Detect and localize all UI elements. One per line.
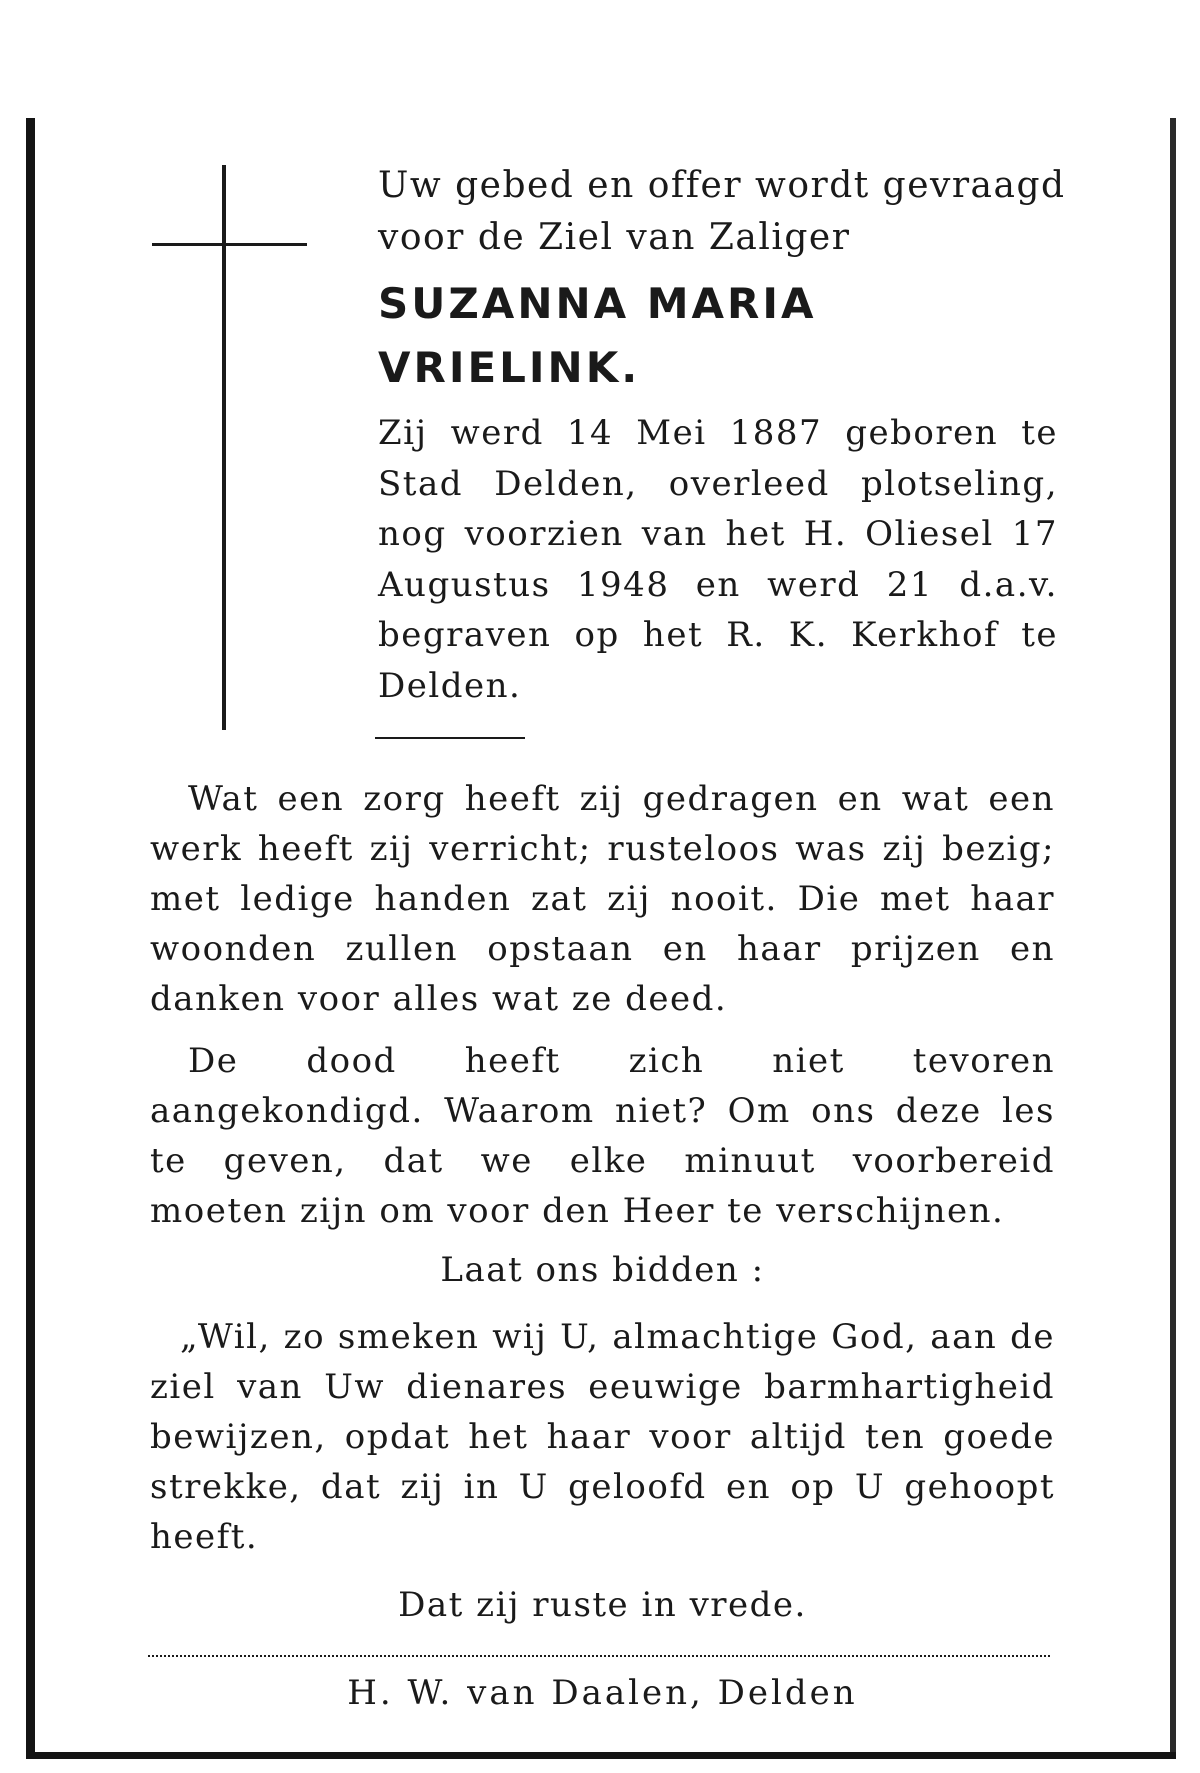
prayer-heading: Laat ons bidden : <box>440 1250 765 1290</box>
cross-vertical-bar <box>222 165 226 730</box>
footer-divider <box>148 1655 1050 1657</box>
closing-line: Dat zij ruste in vrede. <box>398 1585 807 1625</box>
deceased-name <box>378 272 1078 400</box>
printer-credit: H. W. van Daalen, Delden <box>347 1673 858 1713</box>
prayer-text: „Wil, zo smeken wij U, almachtige God, aan de ziel van Uw dienares eeuwige barmhartigheid bewijzen, opdat het haar voor altijd ten goede strekke, dat zij in U geloofd en op U gehoopt heeft. <box>150 1317 1055 1557</box>
cross-horizontal-bar <box>152 243 307 246</box>
prayer-request-header <box>378 160 1078 264</box>
header-line-1: Uw gebed en offer wordt gevraagd <box>378 165 1066 206</box>
tribute-paragraph-1: Wat een zorg heeft zij gedragen en wat een werk heeft zij verricht; rusteloos was zij bezig; met ledige handen zat zij nooit. Die met haar woonden zullen opstaan en haar prijzen en danken voor alles wat ze deed. <box>150 779 1055 1019</box>
deceased-name-line-2: VRIELINK. <box>378 343 641 392</box>
card-border-bottom <box>26 1752 1176 1759</box>
deceased-name-line-1: SUZANNA MARIA <box>378 279 817 328</box>
section-divider <box>375 737 525 739</box>
biography-text: Zij werd 14 Mei 1887 geboren te Stad Delden, overleed plotseling, nog voorzien van het H. Oliesel 17 Augustus 1948 en werd 21 d.a.v. begraven op het R. K. Kerkhof te Delden. <box>378 413 1058 706</box>
card-border-right <box>1170 118 1176 1758</box>
tribute-paragraph-2: De dood heeft zich niet tevoren aangekondigd. Waarom niet? Om ons deze les te geven, dat we elke minuut voorbereid moeten zijn om voor den Heer te verschijnen. <box>150 1041 1055 1231</box>
header-line-2: voor de Ziel van Zaliger <box>378 217 851 258</box>
card-border-left <box>26 118 35 1758</box>
